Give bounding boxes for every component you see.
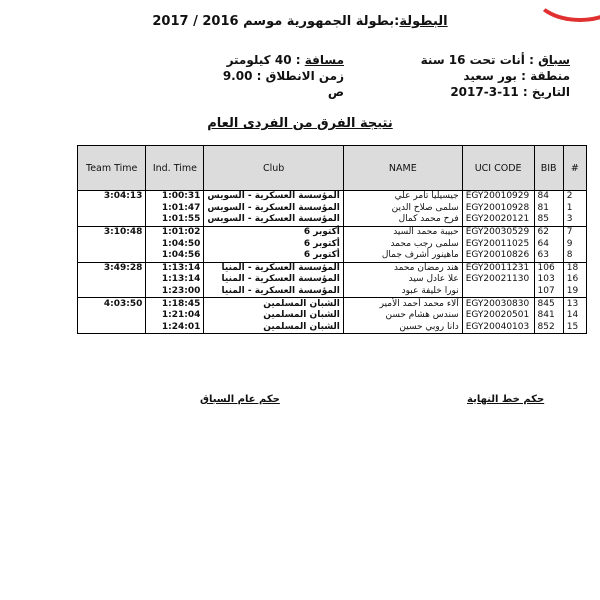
club-cell: المؤسسة العسكرية - السويس [204, 191, 343, 203]
rank-cell: 7 [563, 226, 586, 238]
team-time-cell [78, 250, 146, 262]
ind-time-cell: 1:00:31 [146, 191, 204, 203]
header-bib: BIB [534, 146, 563, 191]
team-time-cell [78, 238, 146, 250]
table-row [78, 226, 587, 238]
page-title [0, 14, 600, 29]
uci-code-cell: EGY20030830 [462, 298, 534, 310]
table-row [78, 298, 587, 310]
rank-cell: 1 [563, 203, 586, 215]
rank-cell: 2 [563, 191, 586, 203]
ind-time-cell: 1:24:01 [146, 322, 204, 334]
header-uci-code: UCI CODE [462, 146, 534, 191]
ind-time-cell: 1:21:04 [146, 310, 204, 322]
table-row [78, 310, 587, 322]
bib-cell: 85 [534, 214, 563, 226]
table-row [78, 191, 587, 203]
date-line: التاريخ : 11-3-2017 [450, 85, 570, 99]
header-number: # [563, 146, 586, 191]
distance-value: : 40 كيلومتر [226, 53, 301, 67]
rider-name-cell: سلمى صلاح الدين [343, 203, 462, 215]
team-time-cell: 3:49:28 [78, 262, 146, 274]
bib-cell: 81 [534, 203, 563, 215]
club-cell: أكتوبر 6 [204, 250, 343, 262]
rank-cell: 13 [563, 298, 586, 310]
rider-name-cell: نورا خليفة عبود [343, 286, 462, 298]
club-cell: المؤسسة العسكرية - المنيا [204, 286, 343, 298]
bib-cell: 62 [534, 226, 563, 238]
uci-code-cell: EGY20011025 [462, 238, 534, 250]
rank-cell: 14 [563, 310, 586, 322]
title-prefix: البطولة [399, 14, 448, 29]
club-cell: المؤسسة العسكرية - السويس [204, 203, 343, 215]
rank-cell: 18 [563, 262, 586, 274]
team-time-cell: 3:10:48 [78, 226, 146, 238]
rank-cell: 8 [563, 250, 586, 262]
distance-label: مسافة [304, 53, 344, 67]
uci-code-cell: EGY20020121 [462, 214, 534, 226]
club-cell: الشبان المسلمين [204, 310, 343, 322]
race-label: سباق [538, 53, 570, 67]
signature-finish-referee: حكم خط النهاية [467, 394, 545, 405]
header-team-time: Team Time [78, 146, 146, 191]
team-time-cell [78, 310, 146, 322]
bib-cell: 852 [534, 322, 563, 334]
club-cell: أكتوبر 6 [204, 238, 343, 250]
signature-race-referee: حكم عام السباق [200, 394, 280, 405]
team-time-cell: 3:04:13 [78, 191, 146, 203]
table-row [78, 286, 587, 298]
table-row [78, 322, 587, 334]
ind-time-cell: 1:18:45 [146, 298, 204, 310]
start-time-line: زمن الانطلاق : 9.00 ص [222, 69, 344, 99]
table-header-row [78, 146, 587, 191]
results-subtitle: نتيجة الفرق من الفردى العام [207, 116, 393, 131]
club-cell: المؤسسة العسكرية - المنيا [204, 274, 343, 286]
club-cell: المؤسسة العسكرية - المنيا [204, 262, 343, 274]
bib-cell: 845 [534, 298, 563, 310]
race-info-left [214, 52, 344, 100]
club-cell: أكتوبر 6 [204, 226, 343, 238]
club-cell: الشبان المسلمين [204, 298, 343, 310]
table-row [78, 238, 587, 250]
uci-code-cell [462, 286, 534, 298]
rank-cell: 9 [563, 238, 586, 250]
uci-code-cell: EGY20010928 [462, 203, 534, 215]
ind-time-cell: 1:13:14 [146, 274, 204, 286]
results-body [78, 191, 587, 334]
club-cell: المؤسسة العسكرية - السويس [204, 214, 343, 226]
region-line: منطقة : بور سعيد [463, 69, 570, 83]
ind-time-cell: 1:04:50 [146, 238, 204, 250]
header-ind-time: Ind. Time [146, 146, 204, 191]
bib-cell: 63 [534, 250, 563, 262]
bib-cell: 84 [534, 191, 563, 203]
table-row [78, 203, 587, 215]
header-name: NAME [343, 146, 462, 191]
rank-cell: 3 [563, 214, 586, 226]
rider-name-cell: ماهينور أشرف جمال [343, 250, 462, 262]
ind-time-cell: 1:23:00 [146, 286, 204, 298]
uci-code-cell: EGY20010929 [462, 191, 534, 203]
uci-code-cell: EGY20021130 [462, 274, 534, 286]
uci-code-cell: EGY20020501 [462, 310, 534, 322]
team-time-cell: 4:03:50 [78, 298, 146, 310]
uci-code-cell: EGY20011231 [462, 262, 534, 274]
uci-code-cell: EGY20040103 [462, 322, 534, 334]
ind-time-cell: 1:13:14 [146, 262, 204, 274]
rider-name-cell: فرح محمد كمال [343, 214, 462, 226]
rank-cell: 16 [563, 274, 586, 286]
distance-line [214, 52, 344, 68]
rider-name-cell: سندس هشام حسن [343, 310, 462, 322]
ind-time-cell: 1:01:47 [146, 203, 204, 215]
table-row [78, 274, 587, 286]
race-line [421, 52, 570, 68]
rank-cell: 19 [563, 286, 586, 298]
uci-code-cell: EGY20030529 [462, 226, 534, 238]
bib-cell: 107 [534, 286, 563, 298]
team-time-cell [78, 322, 146, 334]
team-time-cell [78, 203, 146, 215]
header-club: Club [204, 146, 343, 191]
ind-time-cell: 1:01:55 [146, 214, 204, 226]
rider-name-cell: دانا روبي حسين [343, 322, 462, 334]
ind-time-cell: 1:01:02 [146, 226, 204, 238]
rider-name-cell: سلمى رجب محمد [343, 238, 462, 250]
rider-name-cell: هند رمضان محمد [343, 262, 462, 274]
table-row [78, 250, 587, 262]
bib-cell: 103 [534, 274, 563, 286]
rider-name-cell: جيسيليا تامر علي [343, 191, 462, 203]
club-cell: الشبان المسلمين [204, 322, 343, 334]
team-time-cell [78, 214, 146, 226]
results-table [77, 145, 587, 334]
race-info-right [421, 52, 570, 100]
bib-cell: 64 [534, 238, 563, 250]
rider-name-cell: علا عادل سيد [343, 274, 462, 286]
table-row [78, 262, 587, 274]
team-time-cell [78, 286, 146, 298]
bib-cell: 106 [534, 262, 563, 274]
bib-cell: 841 [534, 310, 563, 322]
ind-time-cell: 1:04:56 [146, 250, 204, 262]
uci-code-cell: EGY20010826 [462, 250, 534, 262]
rider-name-cell: آلاء محمد أحمد الأمير [343, 298, 462, 310]
race-value: : أنات تحت 16 سنة [420, 53, 534, 67]
title-main: :بطولة الجمهورية موسم 2016 / 2017 [152, 14, 400, 29]
team-time-cell [78, 274, 146, 286]
table-row [78, 214, 587, 226]
rider-name-cell: حبيبة محمد السيد [343, 226, 462, 238]
rank-cell: 15 [563, 322, 586, 334]
